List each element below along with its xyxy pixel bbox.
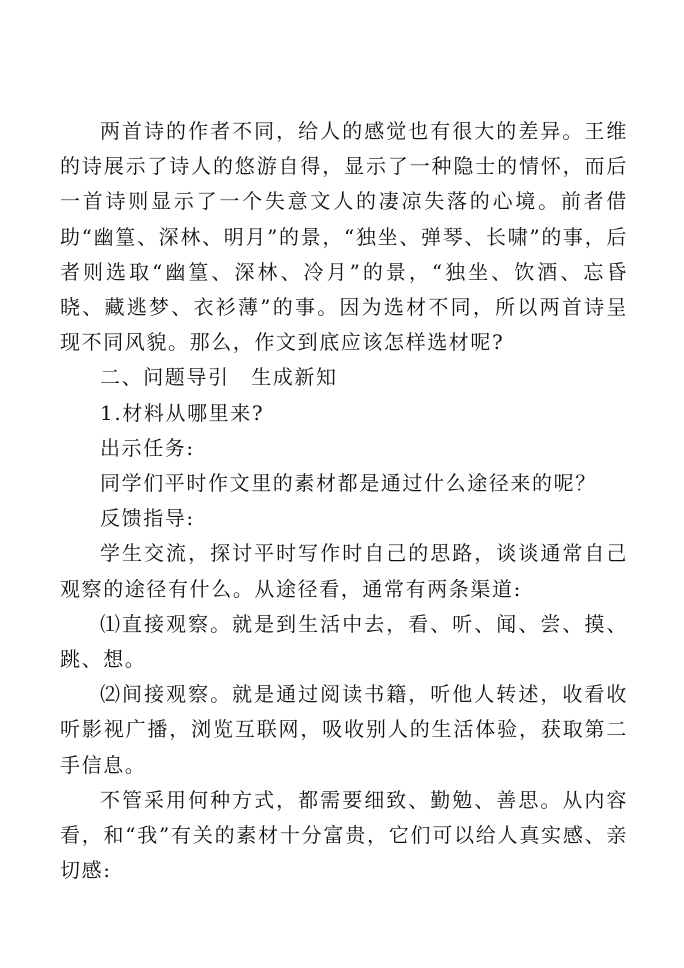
paragraph-conclusion: 不管采用何种方式，都需要细致、勤勉、善思。从内容看，和“我”有关的素材十分富贵，它们可以给人真实感、亲切感: <box>60 787 628 883</box>
subsection-heading: 1.材料从哪里来? <box>100 400 265 425</box>
paragraph-discussion: 学生交流，探讨平时写作时自己的思路，谈谈通常自己观察的途径有什么。从途径看，通常有两条渠道: <box>60 541 628 601</box>
list-item-direct-observation: ⑴直接观察。就是到生活中去，看、听、闻、尝、摸、跳、想。 <box>60 611 628 672</box>
task-label: 出示任务: <box>100 435 195 460</box>
feedback-label: 反馈指导: <box>100 506 195 531</box>
list-item-indirect-observation: ⑵间接观察。就是通过阅读书籍，听他人转述，收看收听影视广播，浏览互联网，吸收别人的生活体验，获取第二手信息。 <box>60 682 628 777</box>
task-question: 同学们平时作文里的素材都是通过什么途径来的呢？ <box>100 471 597 496</box>
paragraph-poem-comparison: 两首诗的作者不同，给人的感觉也有很大的差异。王维的诗展示了诗人的悠游自得，显示了一种隐士的情怀，而后一首诗则显示了一个失意文人的凄凉失落的心境。前者借助“幽篁、深林、明月”的景，“独坐、弹琴、长啸”的事，后者则选取“幽篁、深林、冷月”的景，“独坐、饮酒、忘昏晓、藏逃梦、衣衫薄”的事。因为选材不同，所以两首诗呈现不同风貌。那么，作文到底应该怎样选材呢? <box>60 119 628 355</box>
section-heading: 二、问题导引 生成新知 <box>100 365 338 390</box>
